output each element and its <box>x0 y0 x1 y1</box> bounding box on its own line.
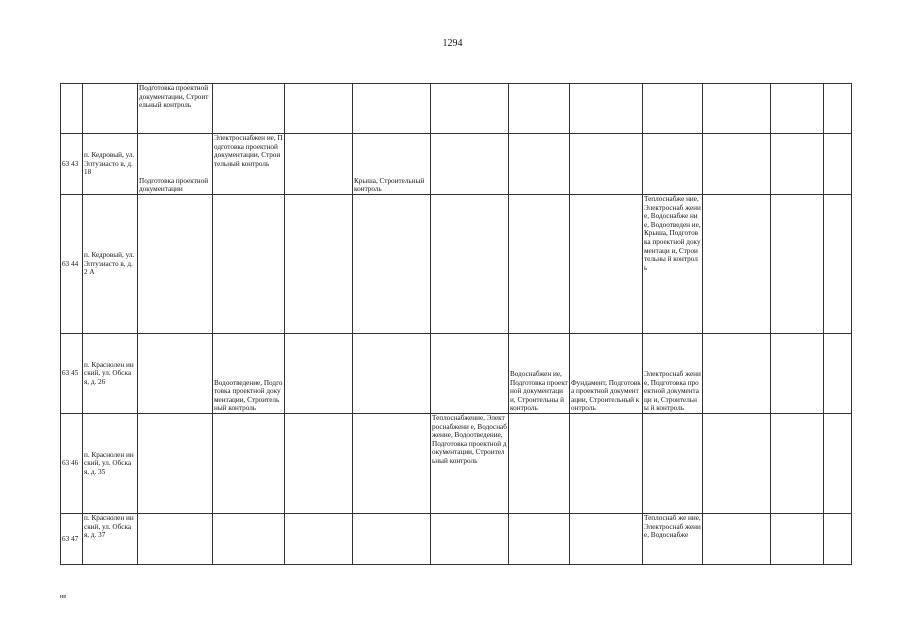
work-cell <box>509 134 570 195</box>
work-cell <box>431 514 509 565</box>
work-cell: Теплоснабжение, Электроснабжени е, Водоснабжение, Водоотведение, Подготовка проектной документации, Строительный контроль <box>431 414 509 514</box>
work-cell <box>703 84 771 134</box>
work-cell: Теплоснаб же ние, Электроснаб жение, Водоснабже <box>643 514 703 565</box>
work-cell <box>570 514 643 565</box>
work-cell <box>824 334 852 414</box>
work-cell <box>771 195 824 334</box>
table-row <box>61 195 852 334</box>
work-cell: Подготовка проектной документации, Строительный контроль <box>138 84 213 134</box>
work-cell: Электроснаб жение, Подготовка проектной документаци и, Строительны й контроль <box>643 334 703 414</box>
work-cell <box>213 414 285 514</box>
work-cell <box>703 134 771 195</box>
work-cell <box>771 334 824 414</box>
work-cell <box>643 414 703 514</box>
table-row <box>61 514 852 565</box>
repair-schedule-table <box>60 83 852 565</box>
work-cell <box>643 134 703 195</box>
address-cell: п. Краснолен инский, ул. Обская, д. 26 <box>83 334 138 414</box>
work-cell <box>509 414 570 514</box>
work-cell <box>213 514 285 565</box>
work-cell <box>138 195 213 334</box>
work-cell: Теплоснабже ние, Электроснаб жение, Водоснабже ние, Водоотведен ие, Крыша, Подготовка проектной документаци и, Строительны й контроль <box>643 195 703 334</box>
work-cell <box>570 414 643 514</box>
row-number: 63 47 <box>61 514 83 565</box>
work-cell <box>353 195 431 334</box>
row-number <box>61 84 83 134</box>
work-cell: Водоснабжен ие, Подготовка проектной документаци и, Строительны й контроль <box>509 334 570 414</box>
table-row <box>61 134 852 195</box>
work-cell <box>138 514 213 565</box>
work-cell <box>285 334 353 414</box>
work-cell <box>213 84 285 134</box>
work-cell <box>509 84 570 134</box>
work-cell <box>509 195 570 334</box>
work-cell <box>824 514 852 565</box>
work-cell: Водоотведение, Подготовка проектной документации, Строительный контроль <box>213 334 285 414</box>
work-cell <box>431 134 509 195</box>
work-cell <box>771 134 824 195</box>
work-cell <box>824 84 852 134</box>
work-cell <box>285 514 353 565</box>
work-cell <box>824 414 852 514</box>
address-cell: п. Краснолен инский, ул. Обская, д. 35 <box>83 414 138 514</box>
page-number: 1294 <box>442 38 463 49</box>
work-cell <box>570 134 643 195</box>
work-cell <box>703 414 771 514</box>
work-cell <box>643 84 703 134</box>
work-cell <box>285 195 353 334</box>
work-cell <box>138 334 213 414</box>
work-cell <box>570 84 643 134</box>
work-cell <box>703 195 771 334</box>
table-row <box>61 84 852 134</box>
address-cell: п. Кедровый, ул. Элтузиасто в, д. 2 А <box>83 195 138 334</box>
work-cell <box>570 195 643 334</box>
row-number: 63 44 <box>61 195 83 334</box>
work-cell <box>824 195 852 334</box>
footer-mark: нв <box>60 594 67 600</box>
work-cell <box>353 414 431 514</box>
work-cell <box>353 334 431 414</box>
work-cell <box>771 414 824 514</box>
work-cell <box>138 414 213 514</box>
work-cell: Фундамент, Подготовка проектной документации, Строительный контроль <box>570 334 643 414</box>
work-cell: Подготовка проектной документации <box>138 134 213 195</box>
work-cell <box>431 334 509 414</box>
work-cell <box>285 84 353 134</box>
work-cell <box>285 414 353 514</box>
work-cell: Крыша, Строительный контроль <box>353 134 431 195</box>
work-cell <box>353 84 431 134</box>
work-cell <box>285 134 353 195</box>
work-cell <box>431 84 509 134</box>
work-cell <box>509 514 570 565</box>
work-cell <box>703 334 771 414</box>
table-row <box>61 334 852 414</box>
row-number: 63 46 <box>61 414 83 514</box>
address-cell <box>83 84 138 134</box>
work-cell <box>431 195 509 334</box>
row-number: 63 45 <box>61 334 83 414</box>
address-cell: п. Краснолен инский, ул. Обская, д. 37 <box>83 514 138 565</box>
work-cell <box>213 195 285 334</box>
work-cell: Электроснабжен ие, Подготовка проектной документации, Строительный контроль <box>213 134 285 195</box>
work-cell <box>771 84 824 134</box>
table-row <box>61 414 852 514</box>
work-cell <box>771 514 824 565</box>
work-cell <box>703 514 771 565</box>
row-number: 63 43 <box>61 134 83 195</box>
work-cell <box>824 134 852 195</box>
address-cell: п. Кедровый, ул. Элтузиасто в, д. 18 <box>83 134 138 195</box>
work-cell <box>353 514 431 565</box>
